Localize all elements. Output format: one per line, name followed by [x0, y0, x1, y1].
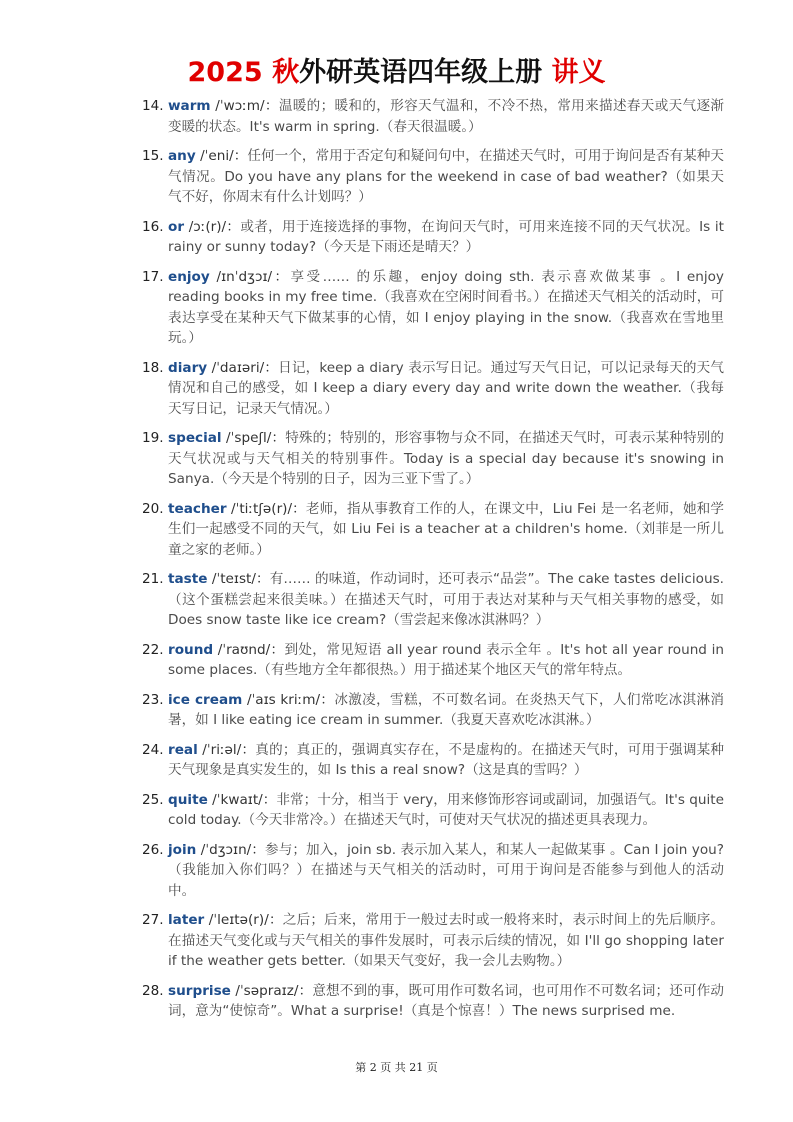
title-year: 2025	[187, 57, 263, 88]
vocab-entry	[142, 640, 724, 681]
entry-phonetic: /ˈleɪtə(r)/：	[208, 912, 283, 928]
entry-number: 17.	[142, 268, 164, 285]
entry-phonetic: /ˈdʒɔɪn/：	[200, 841, 266, 858]
entry-phonetic: /ˈeni/：	[200, 148, 248, 164]
entry-word: warm	[168, 98, 211, 114]
entry-number: 22.	[142, 641, 164, 658]
entry-number: 15.	[142, 148, 164, 164]
entry-number: 14.	[142, 98, 164, 114]
entry-description: 意想不到的事，既可用作可数名词，也可用作不可数名词；还可作动词，意为“使惊奇”。What a surprise!（真是个惊喜！）The news surprised me.	[168, 982, 725, 1019]
entry-description: 日记，keep a diary 表示写日记。通过写天气日记，可以记录每天的天气情况和自己的感受，如 I keep a diary every day and write down the weather.（我每天写日记，记录天气情况。）	[168, 359, 725, 417]
entry-phonetic: /ˈraʊnd/：	[217, 641, 285, 658]
entry-word: real	[168, 741, 198, 758]
entry-number: 25.	[142, 791, 164, 808]
vocab-entry	[142, 790, 724, 831]
entry-number: 21.	[142, 571, 164, 587]
entry-description: 冰激凌，雪糕，不可数名词。在炎热天气下，人们常吃冰淇淋消暑，如 I like eating ice cream in summer.（我夏天喜欢吃冰淇淋。）	[168, 691, 724, 728]
vocab-entry	[142, 96, 724, 137]
entry-description: 参与；加入，join sb. 表示加入某人，和某人一起做某事 。Can I join you?（我能加入你们吗？）在描述与天气相关的活动时，可用于询问是否能参与到他人的活动中。	[168, 841, 724, 899]
vocab-entry	[142, 358, 724, 420]
entry-word: ice cream	[168, 691, 243, 708]
vocab-entry	[142, 217, 724, 258]
entry-word: join	[168, 841, 197, 858]
entry-number: 28.	[142, 982, 164, 999]
entry-phonetic: /ˈtiːtʃə(r)/：	[231, 500, 306, 517]
vocab-entry	[142, 499, 724, 561]
entry-description: 之后；后来，常用于一般过去时或一般将来时，表示时间上的先后顺序。在描述天气变化或与天气相关的事件发展时，可表示后续的情况，如 I'll go shopping later if the weather gets better.（如果天气变好，我一会儿去购物。）	[168, 912, 725, 969]
title-season: 秋	[272, 57, 300, 88]
entry-word: diary	[168, 359, 208, 376]
entry-description: 或者，用于连接选择的事物，在询问天气时，可用来连接不同的天气状况。Is it rainy or sunny today?（今天是下雨还是晴天？）	[168, 218, 724, 255]
entry-phonetic: /ˈkwaɪt/：	[212, 791, 277, 808]
entry-description: 非常；十分，相当于 very，用来修饰形容词或副词，加强语气。It's quite cold today.（今天非常冷。）在描述天气时，可使对天气状况的描述更具表现力。	[168, 791, 724, 828]
vocab-entry	[142, 428, 724, 490]
entry-description: 任何一个，常用于否定句和疑问句中，在描述天气时，可用于询问是否有某种天气情况。Do you have any plans for the weekend in case of bad weather?（如果天气不好，你周末有什么计划吗？）	[168, 148, 725, 205]
entry-word: quite	[168, 791, 208, 808]
vocab-entry	[142, 146, 724, 208]
entry-word: enjoy	[168, 268, 210, 285]
title-main: 外研英语四年级上册	[299, 57, 543, 88]
entry-word: special	[168, 430, 222, 446]
entry-number: 18.	[142, 359, 164, 376]
entry-number: 20.	[142, 500, 164, 517]
entry-word: taste	[168, 571, 208, 587]
entry-word: any	[168, 148, 196, 164]
entry-phonetic: /ˈriːəl/：	[202, 741, 256, 758]
entry-phonetic: /ˈteɪst/：	[211, 571, 270, 587]
entry-description: 享受…… 的乐趣，enjoy doing sth. 表示喜欢做某事 。I enjoy reading books in my free time.（我喜欢在空闲时间看书。）在描述天气相关的活动时，可表达享受在某种天气下做某事的心情，如 I enjoy playing in the snow.（我喜欢在雪地里玩。）	[168, 268, 724, 346]
entry-description: 温暖的；暖和的，形容天气温和，不冷不热，常用来描述春天或天气逐渐变暖的状态。It's warm in spring.（春天很温暖。）	[168, 98, 724, 135]
entry-number: 16.	[142, 218, 164, 235]
entry-description: 老师，指从事教育工作的人，在课文中，Liu Fei 是一名老师，她和学生们一起感受不同的天气，如 Liu Fei is a teacher at a children's home.（刘菲是一所儿童之家的老师。）	[168, 500, 724, 558]
vocab-entry	[142, 981, 724, 1022]
entry-description: 真的；真正的，强调真实存在，不是虚构的。在描述天气时，可用于强调某种天气现象是真实发生的，如 Is this a real snow?（这是真的雪吗？）	[168, 741, 725, 778]
entry-phonetic: /ˈsəpraɪz/：	[235, 982, 313, 999]
entry-number: 24.	[142, 741, 164, 758]
vocab-entry	[142, 569, 724, 631]
vocab-entry	[142, 840, 724, 902]
entry-description: 到处，常见短语 all year round 表示全年 。It's hot all year round in some places.（有些地方全年都很热。）用于描述某个地区天气的常年特点。	[168, 641, 724, 678]
entry-phonetic: /ˈdaɪəri/：	[211, 359, 279, 376]
page-title	[0, 50, 793, 89]
entry-number: 27.	[142, 912, 164, 928]
entry-word: round	[168, 641, 214, 658]
entry-number: 26.	[142, 841, 164, 858]
title-suffix: 讲义	[551, 57, 606, 88]
entry-description: 有…… 的味道，作动词时，还可表示“品尝”。The cake tastes delicious.（这个蛋糕尝起来很美味。）在描述天气时，可用于表达对某种与天气相关事物的感受，如 Does snow taste like ice cream?（雪尝起来像冰淇淋吗？）	[168, 571, 725, 628]
entry-word: later	[168, 912, 205, 928]
entry-phonetic: /ˈwɔːm/：	[215, 98, 279, 114]
entry-word: surprise	[168, 982, 231, 999]
vocab-entry	[142, 267, 724, 349]
vocab-entry	[142, 690, 724, 731]
entry-phonetic: /ˈspeʃl/：	[226, 430, 286, 446]
page-number: 第 2 页 共 21 页	[355, 1061, 438, 1074]
vocab-entry	[142, 910, 724, 972]
entry-word: or	[168, 218, 185, 235]
entry-description: 特殊的；特别的，形容事物与众不同，在描述天气时，可表示某种特别的天气状况或与天气相关的特别事件。Today is a special day because it's snowing in Sanya.（今天是个特别的日子，因为三亚下雪了。）	[168, 430, 724, 487]
entry-number: 23.	[142, 691, 164, 708]
entry-phonetic: /ɔː(r)/：	[188, 218, 241, 235]
entry-word: teacher	[168, 500, 227, 517]
vocabulary-list	[142, 96, 724, 1031]
vocab-entry	[142, 740, 724, 781]
entry-number: 19.	[142, 430, 164, 446]
entry-phonetic: /ɪnˈdʒɔɪ/：	[216, 268, 291, 285]
entry-phonetic: /ˈaɪs kriːm/：	[246, 691, 335, 708]
